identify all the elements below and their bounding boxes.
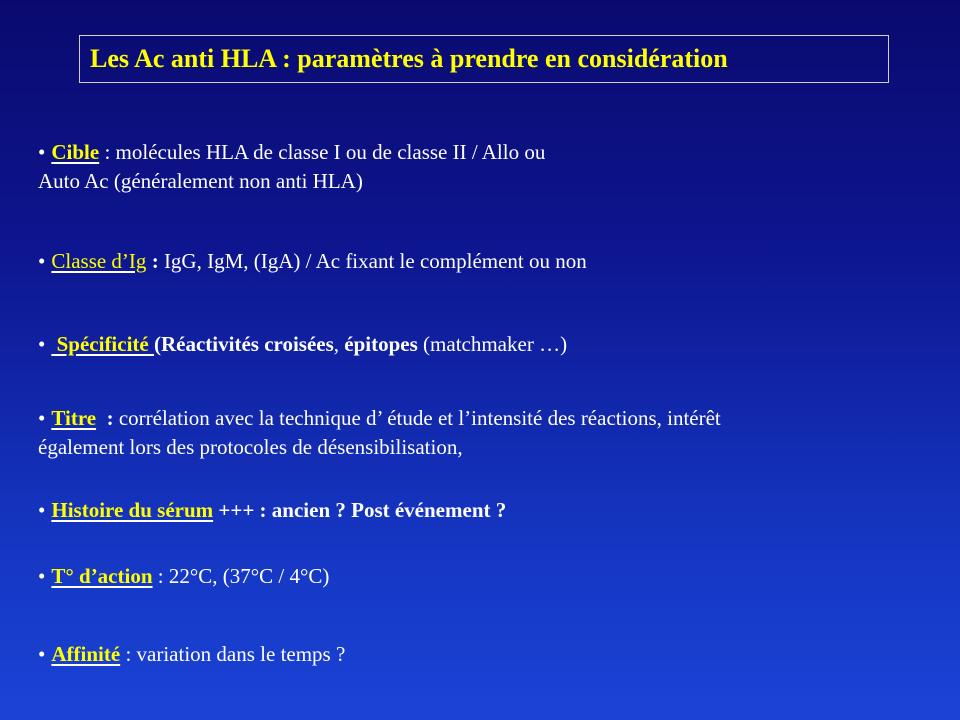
item-bold-text: +++ : ancien ? Post événement ?: [213, 498, 507, 522]
title-box: [79, 35, 889, 83]
keyword-classe-ig: Classe d’Ig: [51, 249, 147, 273]
item-text: variation dans le temps ?: [136, 642, 346, 666]
bullet-item-affinite: [38, 640, 928, 669]
keyword-histoire: Histoire du sérum: [51, 498, 214, 522]
separator: :: [99, 140, 116, 164]
keyword-specificite: Spécificité: [51, 332, 154, 356]
bullet-icon: •: [38, 406, 46, 430]
keyword-cible: Cible: [51, 140, 100, 164]
keyword-titre: Titre: [51, 406, 97, 430]
item-bold-b: épitopes: [344, 332, 418, 356]
item-text: corrélation avec la technique d’ étude et l’intensité des réactions, intérêt: [118, 406, 721, 430]
item-bold-a: (Réactivités croisées: [154, 332, 334, 356]
item-text: 22°C, (37°C / 4°C): [168, 564, 330, 588]
separator: :: [146, 249, 164, 273]
keyword-affinite: Affinité: [51, 642, 121, 666]
separator: :: [96, 406, 119, 430]
bullet-item-temperature: [38, 562, 928, 591]
item-text-b: (matchmaker …): [417, 332, 568, 356]
bullet-icon: •: [38, 140, 46, 164]
separator: :: [120, 642, 137, 666]
item-text-a: ,: [333, 332, 345, 356]
item-text: IgG, IgM, (IgA) / Ac fixant le complément ou non: [163, 249, 587, 273]
bullet-icon: •: [38, 332, 46, 356]
bullet-item-specificite: [38, 330, 928, 359]
bullet-icon: •: [38, 642, 46, 666]
bullet-item-cible: [38, 138, 928, 196]
item-text: molécules HLA de classe I ou de classe II / Allo ou: [115, 140, 546, 164]
bullet-icon: •: [38, 498, 46, 522]
bullet-icon: •: [38, 249, 46, 273]
bullet-icon: •: [38, 564, 46, 588]
bullet-item-titre: [38, 404, 928, 462]
separator: :: [152, 564, 169, 588]
slide-title: Les Ac anti HLA : paramètres à prendre en considération: [90, 44, 728, 73]
bullet-item-histoire: [38, 496, 928, 525]
item-text-line2: Auto Ac (généralement non anti HLA): [38, 169, 363, 193]
bullet-item-classe-ig: [38, 247, 928, 276]
item-text-line2: également lors des protocoles de désensibilisation,: [38, 435, 463, 459]
keyword-temperature: T° d’action: [51, 564, 153, 588]
